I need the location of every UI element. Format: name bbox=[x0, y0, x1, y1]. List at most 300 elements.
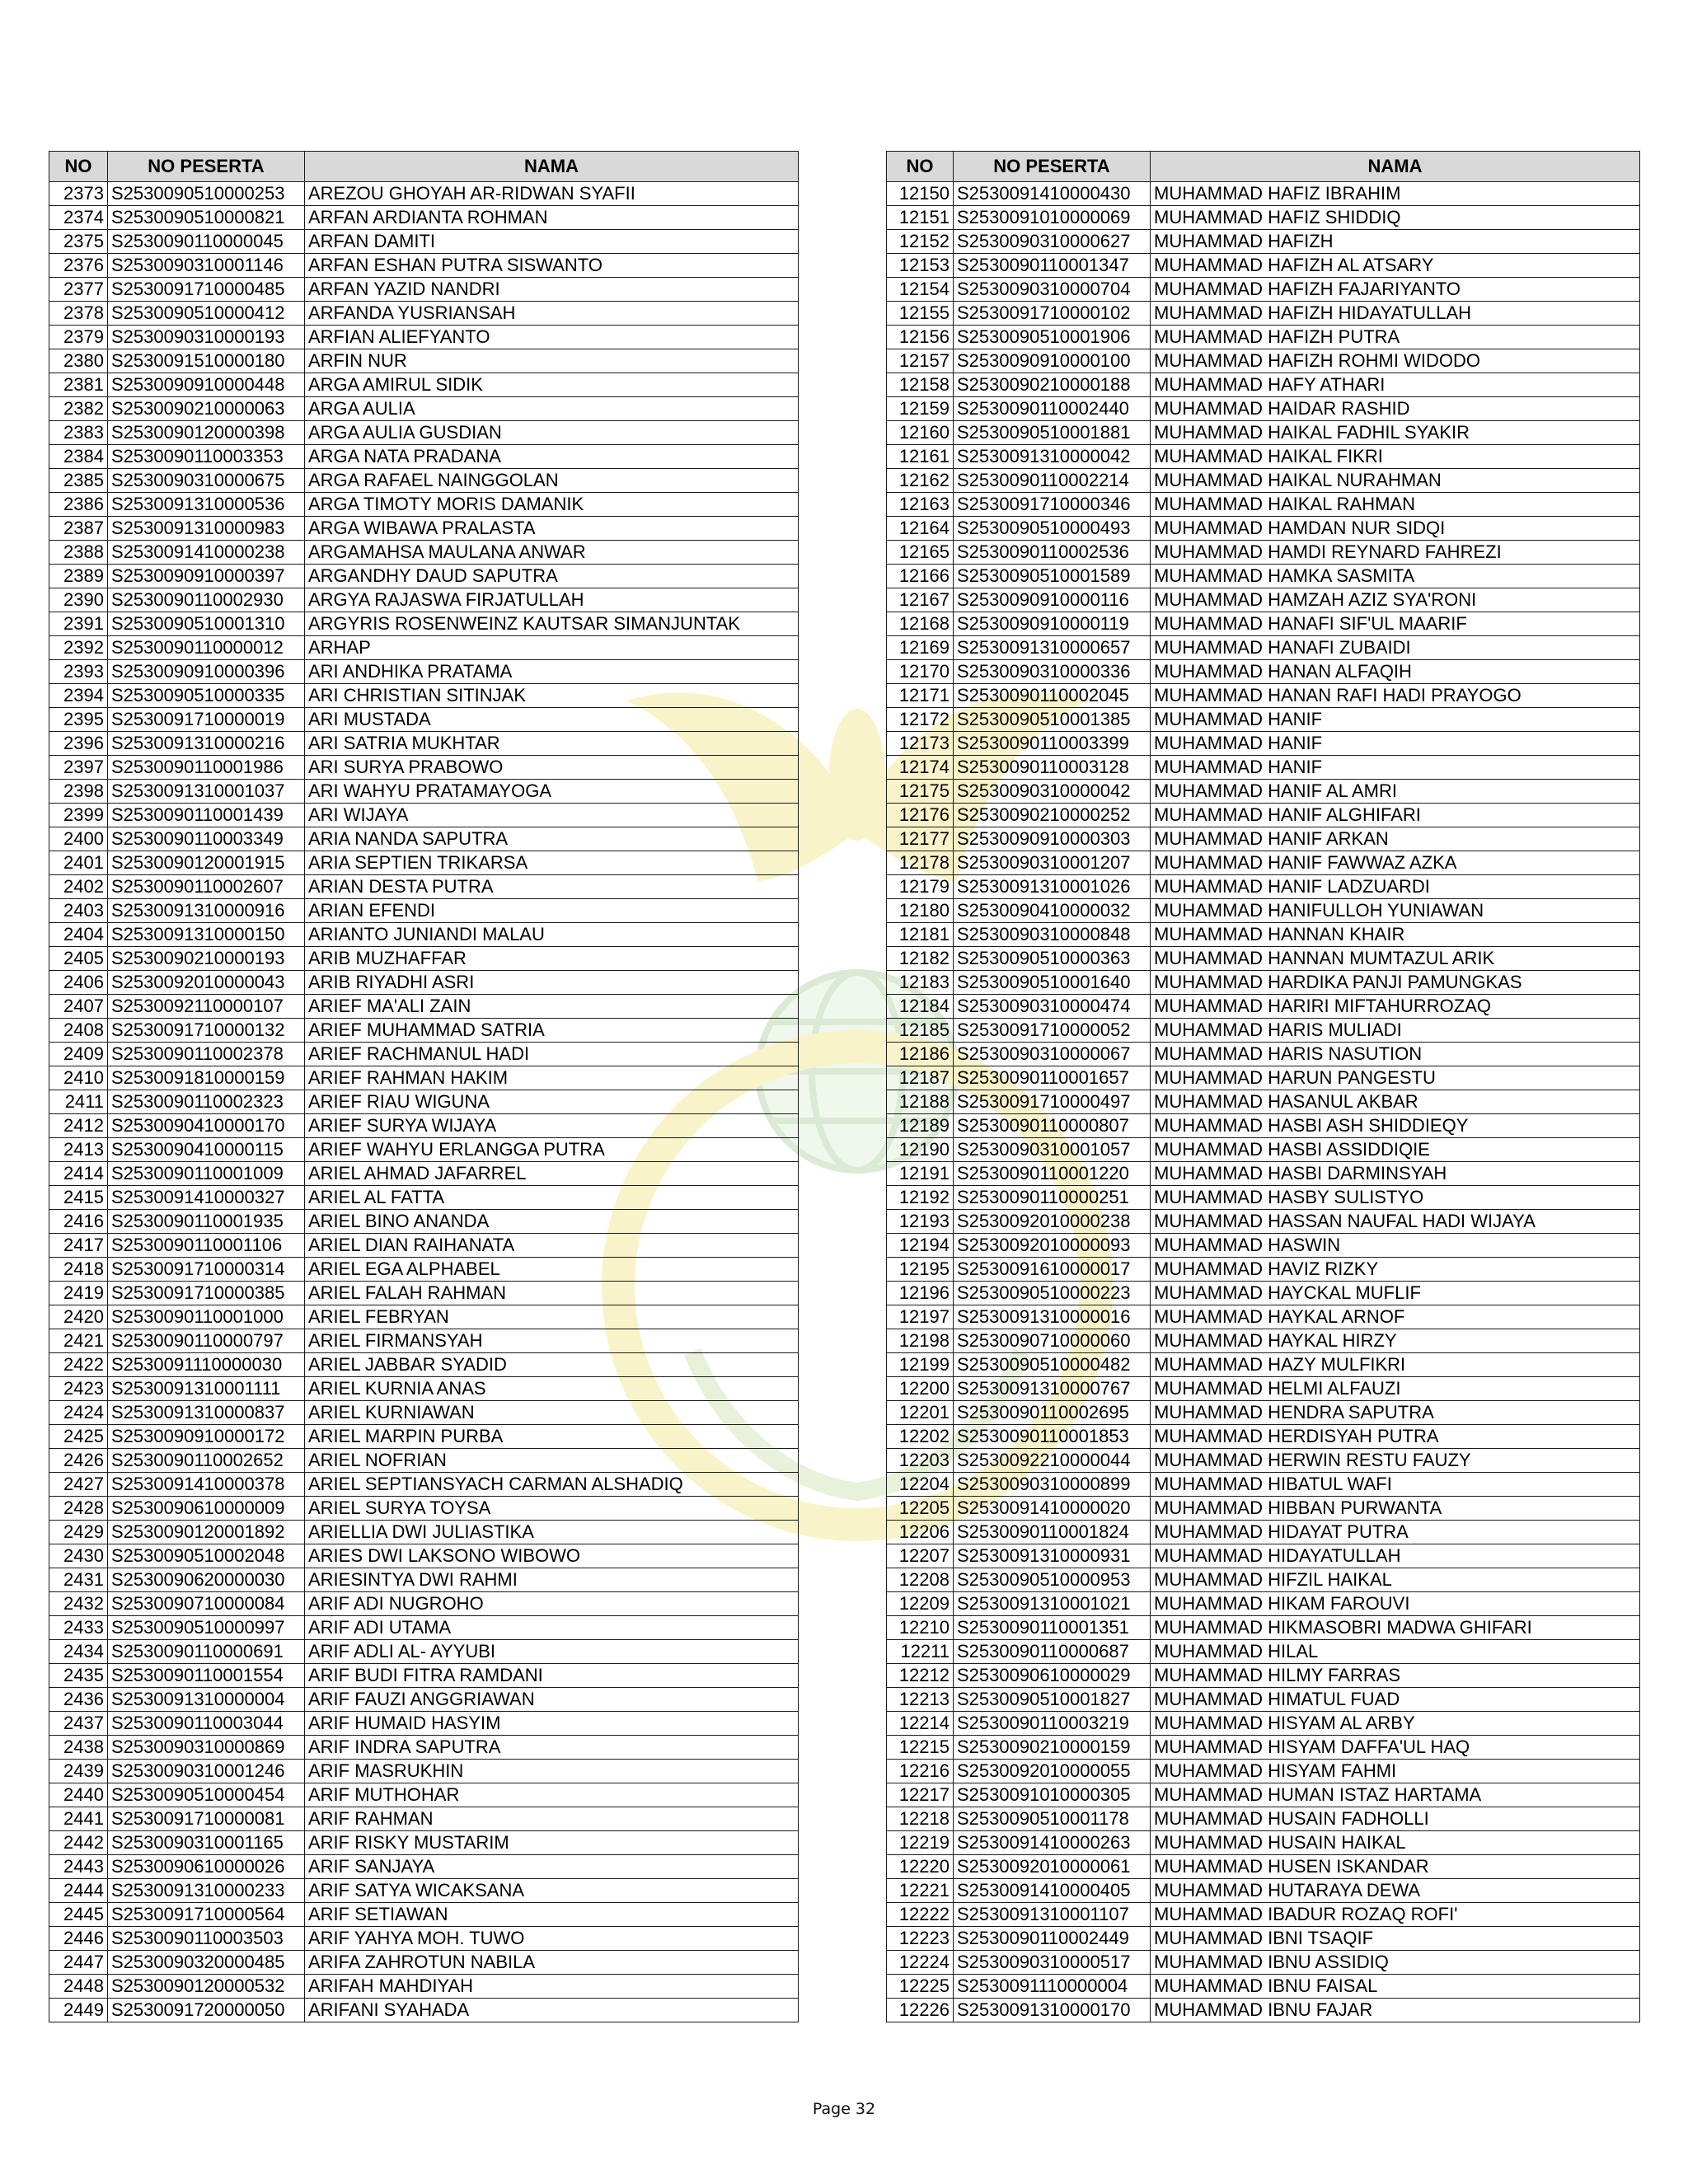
table-row bbox=[887, 1783, 1640, 1807]
row-number-cell: 12159 bbox=[887, 397, 954, 421]
table-row bbox=[887, 1664, 1640, 1688]
participant-number-cell: S2530091710000497 bbox=[954, 1090, 1151, 1114]
table-row bbox=[887, 1353, 1640, 1377]
table-row bbox=[49, 947, 799, 971]
table-row bbox=[49, 899, 799, 923]
row-number-cell: 12191 bbox=[887, 1162, 954, 1186]
table-row bbox=[49, 206, 799, 230]
participant-number-cell: S2530091010000069 bbox=[954, 206, 1151, 230]
participant-number-cell: S2530090510000223 bbox=[954, 1282, 1151, 1305]
participant-number-cell: S2530090310000869 bbox=[108, 1736, 305, 1760]
table-row bbox=[887, 1544, 1640, 1568]
table-row bbox=[887, 1282, 1640, 1305]
participant-number-cell: S2530090510000997 bbox=[108, 1616, 305, 1640]
row-number-cell: 12186 bbox=[887, 1043, 954, 1066]
participant-number-cell: S2530090110002695 bbox=[954, 1401, 1151, 1425]
table-row bbox=[49, 1592, 799, 1616]
table-row bbox=[887, 1951, 1640, 1975]
participant-name-cell: MUHAMMAD HIKAM FAROUVI bbox=[1151, 1592, 1640, 1616]
participant-number-cell: S2530090110003399 bbox=[954, 732, 1151, 756]
participant-name-cell: MUHAMMAD HASBI ASH SHIDDIEQY bbox=[1151, 1114, 1640, 1138]
participant-number-cell: S2530092010000055 bbox=[954, 1760, 1151, 1783]
participant-name-cell: MUHAMMAD HARUN PANGESTU bbox=[1151, 1066, 1640, 1090]
row-number-cell: 2442 bbox=[49, 1831, 108, 1855]
participant-name-cell: MUHAMMAD HAMDAN NUR SIDQI bbox=[1151, 517, 1640, 541]
table-row bbox=[887, 851, 1640, 875]
participant-name-cell: ARI WAHYU PRATAMAYOGA bbox=[305, 780, 799, 804]
participant-name-cell: MUHAMMAD HARIS MULIADI bbox=[1151, 1019, 1640, 1043]
participant-number-cell: S2530092210000044 bbox=[954, 1449, 1151, 1473]
table-row bbox=[49, 1951, 799, 1975]
participant-name-cell: ARIEL FIRMANSYAH bbox=[305, 1329, 799, 1353]
participant-number-cell: S2530090910000119 bbox=[954, 612, 1151, 636]
participant-number-cell: S2530090110001009 bbox=[108, 1162, 305, 1186]
participant-name-cell: ARIEL AL FATTA bbox=[305, 1186, 799, 1210]
participant-name-cell: MUHAMMAD HAMKA SASMITA bbox=[1151, 565, 1640, 588]
table-row bbox=[887, 1186, 1640, 1210]
participant-number-cell: S2530090110002214 bbox=[954, 469, 1151, 493]
row-number-cell: 12219 bbox=[887, 1831, 954, 1855]
row-number-cell: 2412 bbox=[49, 1114, 108, 1138]
row-number-cell: 12174 bbox=[887, 756, 954, 780]
participant-name-cell: MUHAMMAD IBNI TSAQIF bbox=[1151, 1927, 1640, 1951]
participant-name-cell: ARIEL AHMAD JAFARREL bbox=[305, 1162, 799, 1186]
participant-name-cell: MUHAMMAD IBNU ASSIDIQ bbox=[1151, 1951, 1640, 1975]
row-number-cell: 12156 bbox=[887, 326, 954, 349]
participant-name-cell: ARGA AULIA GUSDIAN bbox=[305, 421, 799, 445]
participant-number-cell: S2530090510001310 bbox=[108, 612, 305, 636]
table-row bbox=[49, 182, 799, 206]
participant-number-cell: S2530091310000837 bbox=[108, 1401, 305, 1425]
row-number-cell: 2375 bbox=[49, 230, 108, 254]
participant-name-cell: ARIEL JABBAR SYADID bbox=[305, 1353, 799, 1377]
row-number-cell: 2431 bbox=[49, 1568, 108, 1592]
participant-name-cell: ARHAP bbox=[305, 636, 799, 660]
row-number-cell: 12182 bbox=[887, 947, 954, 971]
participant-number-cell: S2530090120000532 bbox=[108, 1975, 305, 1999]
table-row bbox=[49, 780, 799, 804]
participant-name-cell: MUHAMMAD HASBY SULISTYO bbox=[1151, 1186, 1640, 1210]
row-number-cell: 2414 bbox=[49, 1162, 108, 1186]
participant-name-cell: MUHAMMAD HANIF bbox=[1151, 708, 1640, 732]
participant-name-cell: ARIF ADI UTAMA bbox=[305, 1616, 799, 1640]
row-number-cell: 2433 bbox=[49, 1616, 108, 1640]
row-number-cell: 2420 bbox=[49, 1305, 108, 1329]
participant-name-cell: ARIEL EGA ALPHABEL bbox=[305, 1258, 799, 1282]
row-number-cell: 2444 bbox=[49, 1879, 108, 1903]
participant-number-cell: S2530092010000238 bbox=[954, 1210, 1151, 1234]
table-row bbox=[49, 541, 799, 565]
participant-name-cell: MUHAMMAD HANIF ALGHIFARI bbox=[1151, 804, 1640, 827]
row-number-cell: 12204 bbox=[887, 1473, 954, 1497]
participant-name-cell: ARGA AMIRUL SIDIK bbox=[305, 373, 799, 397]
participant-number-cell: S2530090110000797 bbox=[108, 1329, 305, 1353]
row-number-cell: 12223 bbox=[887, 1927, 954, 1951]
row-number-cell: 12210 bbox=[887, 1616, 954, 1640]
column-header-nama: NAMA bbox=[1151, 152, 1640, 182]
participant-number-cell: S2530090510001640 bbox=[954, 971, 1151, 995]
table-row bbox=[49, 1377, 799, 1401]
table-row bbox=[887, 1305, 1640, 1329]
participant-number-cell: S2530090310000517 bbox=[954, 1951, 1151, 1975]
table-row bbox=[49, 971, 799, 995]
row-number-cell: 12225 bbox=[887, 1975, 954, 1999]
row-number-cell: 2440 bbox=[49, 1783, 108, 1807]
column-header-no: NO bbox=[49, 152, 108, 182]
table-row bbox=[887, 1999, 1640, 2022]
participant-name-cell: ARGA TIMOTY MORIS DAMANIK bbox=[305, 493, 799, 517]
participant-number-cell: S2530090910000116 bbox=[954, 588, 1151, 612]
participant-name-cell: ARFAN ARDIANTA ROHMAN bbox=[305, 206, 799, 230]
row-number-cell: 12212 bbox=[887, 1664, 954, 1688]
row-number-cell: 12209 bbox=[887, 1592, 954, 1616]
participant-number-cell: S2530090310000675 bbox=[108, 469, 305, 493]
table-row bbox=[49, 588, 799, 612]
row-number-cell: 12161 bbox=[887, 445, 954, 469]
column-header-no: NO bbox=[887, 152, 954, 182]
table-row bbox=[49, 851, 799, 875]
participant-number-cell: S2530090620000030 bbox=[108, 1568, 305, 1592]
table-row bbox=[49, 230, 799, 254]
participant-number-cell: S2530091510000180 bbox=[108, 349, 305, 373]
participant-name-cell: MUHAMMAD HASWIN bbox=[1151, 1234, 1640, 1258]
table-row bbox=[49, 1903, 799, 1927]
row-number-cell: 12189 bbox=[887, 1114, 954, 1138]
table-row bbox=[49, 1927, 799, 1951]
row-number-cell: 2422 bbox=[49, 1353, 108, 1377]
participant-name-cell: MUHAMMAD HIKMASOBRI MADWA GHIFARI bbox=[1151, 1616, 1640, 1640]
participant-number-cell: S2530091010000305 bbox=[954, 1783, 1151, 1807]
row-number-cell: 2394 bbox=[49, 684, 108, 708]
row-number-cell: 2401 bbox=[49, 851, 108, 875]
participant-number-cell: S2530090310000474 bbox=[954, 995, 1151, 1019]
participant-name-cell: ARIAN DESTA PUTRA bbox=[305, 875, 799, 899]
table-row bbox=[887, 995, 1640, 1019]
participant-name-cell: ARIF YAHYA MOH. TUWO bbox=[305, 1927, 799, 1951]
participant-name-cell: ARFIN NUR bbox=[305, 349, 799, 373]
participant-number-cell: S2530090510002048 bbox=[108, 1544, 305, 1568]
row-number-cell: 12157 bbox=[887, 349, 954, 373]
table-row bbox=[887, 1616, 1640, 1640]
row-number-cell: 12152 bbox=[887, 230, 954, 254]
participant-number-cell: S2530090310000067 bbox=[954, 1043, 1151, 1066]
row-number-cell: 2389 bbox=[49, 565, 108, 588]
participant-number-cell: S2530091410000378 bbox=[108, 1473, 305, 1497]
row-number-cell: 2377 bbox=[49, 278, 108, 302]
table-row bbox=[49, 1688, 799, 1712]
table-row bbox=[49, 373, 799, 397]
participant-name-cell: MUHAMMAD HAFIZH FAJARIYANTO bbox=[1151, 278, 1640, 302]
table-row bbox=[49, 1353, 799, 1377]
row-number-cell: 2376 bbox=[49, 254, 108, 278]
participant-number-cell: S2530091310000016 bbox=[954, 1305, 1151, 1329]
participant-number-cell: S2530091310000983 bbox=[108, 517, 305, 541]
participant-name-cell: MUHAMMAD HAFY ATHARI bbox=[1151, 373, 1640, 397]
table-row bbox=[887, 732, 1640, 756]
table-row bbox=[887, 1807, 1640, 1831]
participant-number-cell: S2530091710000564 bbox=[108, 1903, 305, 1927]
participant-number-cell: S2530090110001824 bbox=[954, 1521, 1151, 1544]
participant-name-cell: ARIAN EFENDI bbox=[305, 899, 799, 923]
participant-name-cell: ARIEF MA'ALI ZAIN bbox=[305, 995, 799, 1019]
table-row bbox=[49, 397, 799, 421]
participant-number-cell: S2530090110001106 bbox=[108, 1234, 305, 1258]
table-row bbox=[49, 1282, 799, 1305]
participant-number-cell: S2530092010000061 bbox=[954, 1855, 1151, 1879]
table-row bbox=[887, 1903, 1640, 1927]
table-row bbox=[887, 1401, 1640, 1425]
participant-number-cell: S2530091310000233 bbox=[108, 1879, 305, 1903]
participant-name-cell: MUHAMMAD HISYAM DAFFA'UL HAQ bbox=[1151, 1736, 1640, 1760]
table-row bbox=[49, 1975, 799, 1999]
table-row bbox=[49, 1640, 799, 1664]
participant-number-cell: S2530090510001178 bbox=[954, 1807, 1151, 1831]
participant-name-cell: ARIEL DIAN RAIHANATA bbox=[305, 1234, 799, 1258]
participant-name-cell: MUHAMMAD HANIFULLOH YUNIAWAN bbox=[1151, 899, 1640, 923]
participant-name-cell: MUHAMMAD HAVIZ RIZKY bbox=[1151, 1258, 1640, 1282]
participant-name-cell: MUHAMMAD HASANUL AKBAR bbox=[1151, 1090, 1640, 1114]
participant-number-cell: S2530090410000115 bbox=[108, 1138, 305, 1162]
table-row bbox=[887, 1234, 1640, 1258]
table-row bbox=[49, 804, 799, 827]
row-number-cell: 2441 bbox=[49, 1807, 108, 1831]
participant-name-cell: ARFAN ESHAN PUTRA SISWANTO bbox=[305, 254, 799, 278]
participant-number-cell: S2530090110003044 bbox=[108, 1712, 305, 1736]
participant-name-cell: MUHAMMAD HAIKAL NURAHMAN bbox=[1151, 469, 1640, 493]
table-row bbox=[49, 1664, 799, 1688]
participant-name-cell: ARIF INDRA SAPUTRA bbox=[305, 1736, 799, 1760]
table-row bbox=[887, 1019, 1640, 1043]
table-row bbox=[49, 636, 799, 660]
participant-number-cell: S2530090320000485 bbox=[108, 1951, 305, 1975]
row-number-cell: 2428 bbox=[49, 1497, 108, 1521]
participant-number-cell: S2530090110002323 bbox=[108, 1090, 305, 1114]
table-row bbox=[49, 708, 799, 732]
row-number-cell: 12208 bbox=[887, 1568, 954, 1592]
participant-number-cell: S2530090310001057 bbox=[954, 1138, 1151, 1162]
table-row bbox=[49, 756, 799, 780]
participant-name-cell: MUHAMMAD HIBBAN PURWANTA bbox=[1151, 1497, 1640, 1521]
table-row bbox=[49, 1258, 799, 1282]
row-number-cell: 12153 bbox=[887, 254, 954, 278]
table-row bbox=[887, 804, 1640, 827]
participant-number-cell: S2530090310000336 bbox=[954, 660, 1151, 684]
participant-name-cell: MUHAMMAD HILMY FARRAS bbox=[1151, 1664, 1640, 1688]
participant-number-cell: S2530090120001915 bbox=[108, 851, 305, 875]
table-row bbox=[887, 1377, 1640, 1401]
participant-name-cell: ARIF MUTHOHAR bbox=[305, 1783, 799, 1807]
participant-number-cell: S2530090110000012 bbox=[108, 636, 305, 660]
participant-name-cell: MUHAMMAD HIFZIL HAIKAL bbox=[1151, 1568, 1640, 1592]
column-header-no-peserta: NO PESERTA bbox=[108, 152, 305, 182]
row-number-cell: 12214 bbox=[887, 1712, 954, 1736]
row-number-cell: 2439 bbox=[49, 1760, 108, 1783]
participant-name-cell: AREZOU GHOYAH AR-RIDWAN SYAFII bbox=[305, 182, 799, 206]
table-row bbox=[49, 1329, 799, 1353]
participant-number-cell: S2530091310000042 bbox=[954, 445, 1151, 469]
participant-number-cell: S2530090310000848 bbox=[954, 923, 1151, 947]
participant-name-cell: MUHAMMAD HANIF FAWWAZ AZKA bbox=[1151, 851, 1640, 875]
table-row bbox=[887, 827, 1640, 851]
participant-name-cell: ARIF RISKY MUSTARIM bbox=[305, 1831, 799, 1855]
table-row bbox=[887, 1090, 1640, 1114]
participant-name-cell: MUHAMMAD IBNU FAJAR bbox=[1151, 1999, 1640, 2022]
participant-name-cell: ARFAN YAZID NANDRI bbox=[305, 278, 799, 302]
participant-number-cell: S2530090510000454 bbox=[108, 1783, 305, 1807]
participant-number-cell: S2530091310000536 bbox=[108, 493, 305, 517]
participant-number-cell: S2530091710000102 bbox=[954, 302, 1151, 326]
row-number-cell: 2426 bbox=[49, 1449, 108, 1473]
participant-number-cell: S2530091310001021 bbox=[954, 1592, 1151, 1616]
participant-number-cell: S2530090410000032 bbox=[954, 899, 1151, 923]
participant-name-cell: ARIEF SURYA WIJAYA bbox=[305, 1114, 799, 1138]
row-number-cell: 2446 bbox=[49, 1927, 108, 1951]
row-number-cell: 12193 bbox=[887, 1210, 954, 1234]
participant-name-cell: MUHAMMAD HIDAYATULLAH bbox=[1151, 1544, 1640, 1568]
table-row bbox=[49, 660, 799, 684]
participant-number-cell: S2530090510001589 bbox=[954, 565, 1151, 588]
table-row bbox=[887, 1688, 1640, 1712]
participant-name-cell: MUHAMMAD HASBI ASSIDDIQIE bbox=[1151, 1138, 1640, 1162]
participant-name-cell: ARIEL FEBRYAN bbox=[305, 1305, 799, 1329]
participant-number-cell: S2530091410000020 bbox=[954, 1497, 1151, 1521]
participant-name-cell: ARGA AULIA bbox=[305, 397, 799, 421]
participant-number-cell: S2530090110001220 bbox=[954, 1162, 1151, 1186]
row-number-cell: 12183 bbox=[887, 971, 954, 995]
row-number-cell: 2405 bbox=[49, 947, 108, 971]
table-row bbox=[887, 612, 1640, 636]
participant-number-cell: S2530091310000916 bbox=[108, 899, 305, 923]
row-number-cell: 12155 bbox=[887, 302, 954, 326]
row-number-cell: 12180 bbox=[887, 899, 954, 923]
row-number-cell: 2448 bbox=[49, 1975, 108, 1999]
row-number-cell: 2381 bbox=[49, 373, 108, 397]
table-row bbox=[887, 1592, 1640, 1616]
row-number-cell: 2423 bbox=[49, 1377, 108, 1401]
participant-number-cell: S2530090210000193 bbox=[108, 947, 305, 971]
table-row bbox=[887, 923, 1640, 947]
table-row bbox=[49, 1712, 799, 1736]
participant-name-cell: ARFANDA YUSRIANSAH bbox=[305, 302, 799, 326]
row-number-cell: 2409 bbox=[49, 1043, 108, 1066]
table-row bbox=[49, 326, 799, 349]
participant-name-cell: ARIEL KURNIA ANAS bbox=[305, 1377, 799, 1401]
participant-name-cell: ARIEL SEPTIANSYACH CARMAN ALSHADIQ bbox=[305, 1473, 799, 1497]
row-number-cell: 2432 bbox=[49, 1592, 108, 1616]
row-number-cell: 2399 bbox=[49, 804, 108, 827]
participant-number-cell: S2530091710000314 bbox=[108, 1258, 305, 1282]
participant-name-cell: MUHAMMAD HANAFI ZUBAIDI bbox=[1151, 636, 1640, 660]
table-row bbox=[49, 254, 799, 278]
table-row bbox=[887, 1927, 1640, 1951]
participant-number-cell: S2530090510001881 bbox=[954, 421, 1151, 445]
participant-number-cell: S2530090110001000 bbox=[108, 1305, 305, 1329]
participant-number-cell: S2530090210000159 bbox=[954, 1736, 1151, 1760]
table-row bbox=[49, 875, 799, 899]
row-number-cell: 12215 bbox=[887, 1736, 954, 1760]
participant-name-cell: MUHAMMAD HIBATUL WAFI bbox=[1151, 1473, 1640, 1497]
row-number-cell: 12179 bbox=[887, 875, 954, 899]
participant-number-cell: S2530090110003128 bbox=[954, 756, 1151, 780]
participant-name-cell: MUHAMMAD HUSAIN HAIKAL bbox=[1151, 1831, 1640, 1855]
participant-name-cell: ARI WIJAYA bbox=[305, 804, 799, 827]
participant-name-cell: MUHAMMAD HUTARAYA DEWA bbox=[1151, 1879, 1640, 1903]
table-row bbox=[887, 1258, 1640, 1282]
table-row bbox=[887, 708, 1640, 732]
participant-number-cell: S2530090510000412 bbox=[108, 302, 305, 326]
participant-number-cell: S2530090310001165 bbox=[108, 1831, 305, 1855]
row-number-cell: 12173 bbox=[887, 732, 954, 756]
participant-name-cell: MUHAMMAD HENDRA SAPUTRA bbox=[1151, 1401, 1640, 1425]
participant-name-cell: ARIES DWI LAKSONO WIBOWO bbox=[305, 1544, 799, 1568]
row-number-cell: 2374 bbox=[49, 206, 108, 230]
table-row bbox=[887, 1114, 1640, 1138]
table-row bbox=[49, 995, 799, 1019]
column-header-nama: NAMA bbox=[305, 152, 799, 182]
table-row bbox=[887, 756, 1640, 780]
table-row bbox=[887, 469, 1640, 493]
row-number-cell: 2427 bbox=[49, 1473, 108, 1497]
row-number-cell: 12177 bbox=[887, 827, 954, 851]
table-row bbox=[887, 182, 1640, 206]
row-number-cell: 12195 bbox=[887, 1258, 954, 1282]
row-number-cell: 12207 bbox=[887, 1544, 954, 1568]
participant-name-cell: ARGA WIBAWA PRALASTA bbox=[305, 517, 799, 541]
participant-name-cell: MUHAMMAD HAIDAR RASHID bbox=[1151, 397, 1640, 421]
row-number-cell: 2445 bbox=[49, 1903, 108, 1927]
row-number-cell: 2386 bbox=[49, 493, 108, 517]
row-number-cell: 12188 bbox=[887, 1090, 954, 1114]
participant-name-cell: ARIF SANJAYA bbox=[305, 1855, 799, 1879]
participant-name-cell: ARIF FAUZI ANGGRIAWAN bbox=[305, 1688, 799, 1712]
row-number-cell: 2429 bbox=[49, 1521, 108, 1544]
participant-number-cell: S2530090510000493 bbox=[954, 517, 1151, 541]
participant-number-cell: S2530090510000335 bbox=[108, 684, 305, 708]
participant-number-cell: S2530090610000009 bbox=[108, 1497, 305, 1521]
table-row bbox=[887, 1138, 1640, 1162]
row-number-cell: 2435 bbox=[49, 1664, 108, 1688]
participant-number-cell: S2530091410000263 bbox=[954, 1831, 1151, 1855]
row-number-cell: 12205 bbox=[887, 1497, 954, 1521]
participant-name-cell: ARIFANI SYAHADA bbox=[305, 1999, 799, 2022]
participant-number-cell: S2530090910000100 bbox=[954, 349, 1151, 373]
participant-name-cell: ARI CHRISTIAN SITINJAK bbox=[305, 684, 799, 708]
participant-name-cell: ARIEF WAHYU ERLANGGA PUTRA bbox=[305, 1138, 799, 1162]
table-row bbox=[49, 1999, 799, 2022]
row-number-cell: 12184 bbox=[887, 995, 954, 1019]
table-row bbox=[887, 421, 1640, 445]
participant-number-cell: S2530091410000327 bbox=[108, 1186, 305, 1210]
participant-number-cell: S2530090310000193 bbox=[108, 326, 305, 349]
row-number-cell: 12200 bbox=[887, 1377, 954, 1401]
row-number-cell: 12203 bbox=[887, 1449, 954, 1473]
participant-number-cell: S2530090110003219 bbox=[954, 1712, 1151, 1736]
participant-number-cell: S2530090110001935 bbox=[108, 1210, 305, 1234]
row-number-cell: 12162 bbox=[887, 469, 954, 493]
table-row bbox=[49, 565, 799, 588]
participant-number-cell: S2530090110001439 bbox=[108, 804, 305, 827]
participant-number-cell: S2530090110003353 bbox=[108, 445, 305, 469]
row-number-cell: 2421 bbox=[49, 1329, 108, 1353]
participant-name-cell: MUHAMMAD HAYKAL ARNOF bbox=[1151, 1305, 1640, 1329]
participant-name-cell: MUHAMMAD HANNAN MUMTAZUL ARIK bbox=[1151, 947, 1640, 971]
participant-name-cell: MUHAMMAD HAYCKAL MUFLIF bbox=[1151, 1282, 1640, 1305]
table-row bbox=[49, 445, 799, 469]
table-row bbox=[887, 1712, 1640, 1736]
table-row bbox=[887, 206, 1640, 230]
participant-name-cell: ARIEL MARPIN PURBA bbox=[305, 1425, 799, 1449]
participant-name-cell: ARIEL NOFRIAN bbox=[305, 1449, 799, 1473]
